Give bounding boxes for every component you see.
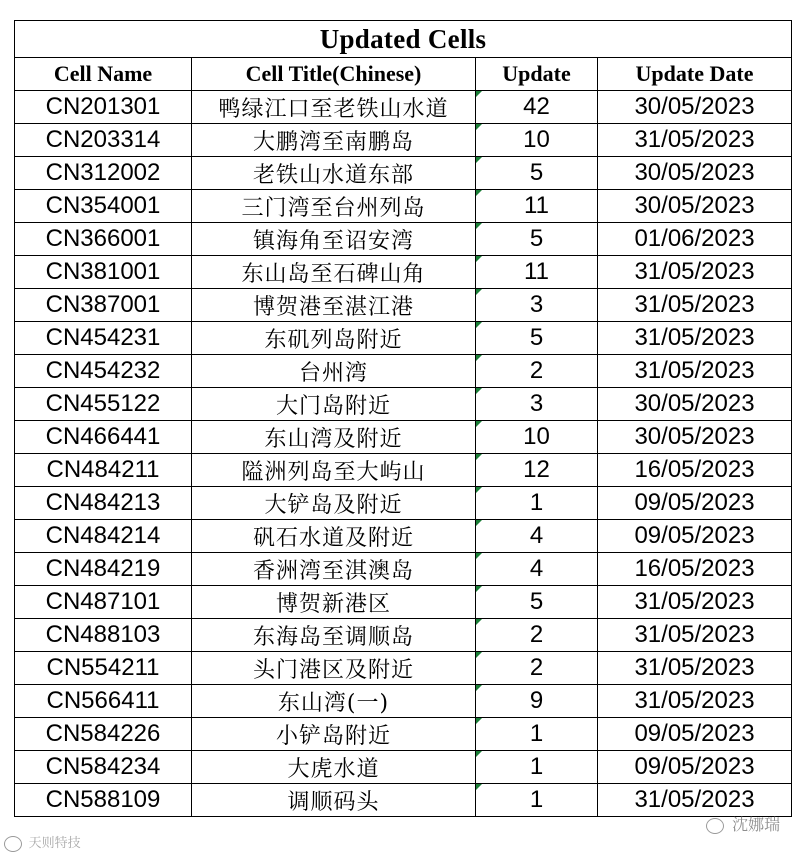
cell-update-count-text: 1 bbox=[529, 720, 544, 747]
cell-title[interactable] bbox=[192, 256, 476, 289]
cell-update-date-text: 30/05/2023 bbox=[634, 423, 755, 450]
cell-update-date-text: 30/05/2023 bbox=[634, 390, 755, 417]
cell-update-date[interactable] bbox=[598, 157, 792, 190]
cell-update-count-text: 3 bbox=[529, 390, 544, 417]
cell-title-text: 小铲岛附近 bbox=[275, 723, 391, 749]
cell-update-date-text: 01/06/2023 bbox=[634, 225, 755, 252]
cell-update-date[interactable] bbox=[598, 718, 792, 751]
cell-title-text: 东矶列岛附近 bbox=[264, 327, 403, 353]
table-row bbox=[15, 718, 792, 751]
cell-update-date-text: 30/05/2023 bbox=[634, 159, 755, 186]
cell-name[interactable] bbox=[15, 124, 192, 157]
cell-update-date[interactable] bbox=[598, 91, 792, 124]
cell-title[interactable] bbox=[192, 619, 476, 652]
cell-name[interactable] bbox=[15, 487, 192, 520]
number-as-text-indicator-icon bbox=[476, 487, 482, 493]
cell-update-date-text: 16/05/2023 bbox=[634, 555, 755, 582]
cell-update-count-text: 2 bbox=[529, 357, 544, 384]
cell-update-count[interactable] bbox=[476, 652, 598, 685]
cell-title-text: 矾石水道及附近 bbox=[252, 525, 414, 551]
header-update: Update bbox=[476, 58, 598, 91]
cell-update-count-text: 2 bbox=[529, 621, 544, 648]
cell-update-date-text: 31/05/2023 bbox=[634, 291, 755, 318]
cell-update-date-text: 09/05/2023 bbox=[634, 720, 755, 747]
cell-name-text: CN484213 bbox=[45, 489, 161, 516]
cell-title[interactable] bbox=[192, 223, 476, 256]
cell-update-date-text: 31/05/2023 bbox=[634, 588, 755, 615]
cell-update-count[interactable] bbox=[476, 124, 598, 157]
cell-name[interactable] bbox=[15, 718, 192, 751]
cell-update-count[interactable] bbox=[476, 487, 598, 520]
number-as-text-indicator-icon bbox=[476, 91, 482, 97]
cell-title-text: 东山湾(一) bbox=[277, 690, 390, 716]
table-row bbox=[15, 91, 792, 124]
cell-title-text: 大门岛附近 bbox=[275, 393, 391, 419]
cell-update-date[interactable] bbox=[598, 520, 792, 553]
number-as-text-indicator-icon bbox=[476, 289, 482, 295]
number-as-text-indicator-icon bbox=[476, 223, 482, 229]
cell-update-date[interactable] bbox=[598, 190, 792, 223]
cell-title[interactable] bbox=[192, 586, 476, 619]
cell-title-text: 隘洲列岛至大屿山 bbox=[241, 459, 426, 485]
cell-name-text: CN387001 bbox=[45, 291, 161, 318]
cell-update-count-text: 4 bbox=[529, 555, 544, 582]
cell-title-text: 东海岛至调顺岛 bbox=[252, 624, 414, 650]
cell-update-date-text: 31/05/2023 bbox=[634, 357, 755, 384]
title-row bbox=[15, 21, 792, 58]
cell-title[interactable] bbox=[192, 718, 476, 751]
cell-name-text: CN554211 bbox=[46, 654, 160, 681]
cell-update-date-text: 31/05/2023 bbox=[634, 126, 755, 153]
cell-title[interactable] bbox=[192, 91, 476, 124]
number-as-text-indicator-icon bbox=[476, 652, 482, 658]
cell-update-date[interactable] bbox=[598, 751, 792, 784]
cell-title[interactable] bbox=[192, 487, 476, 520]
cell-update-count[interactable] bbox=[476, 553, 598, 586]
cell-update-count-text: 5 bbox=[529, 159, 544, 186]
cell-update-count[interactable] bbox=[476, 784, 598, 817]
cell-update-count[interactable] bbox=[476, 586, 598, 619]
table-row bbox=[15, 751, 792, 784]
cell-name[interactable] bbox=[15, 652, 192, 685]
cell-title[interactable] bbox=[192, 421, 476, 454]
cell-title-text: 镇海角至诏安湾 bbox=[252, 228, 414, 254]
cell-title[interactable] bbox=[192, 355, 476, 388]
cell-update-count-text: 5 bbox=[529, 588, 544, 615]
cell-update-count[interactable] bbox=[476, 157, 598, 190]
cell-update-date-text: 30/05/2023 bbox=[634, 93, 755, 120]
cell-name[interactable] bbox=[15, 619, 192, 652]
cell-title[interactable] bbox=[192, 751, 476, 784]
header-cell-name: Cell Name bbox=[15, 58, 192, 91]
cell-title-text: 大虎水道 bbox=[287, 756, 380, 782]
table-row bbox=[15, 520, 792, 553]
cell-name-text: CN488103 bbox=[45, 621, 161, 648]
cell-title[interactable] bbox=[192, 190, 476, 223]
cell-update-count[interactable] bbox=[476, 718, 598, 751]
number-as-text-indicator-icon bbox=[476, 685, 482, 691]
cell-update-count[interactable] bbox=[476, 91, 598, 124]
cell-update-date[interactable] bbox=[598, 388, 792, 421]
cell-update-date[interactable] bbox=[598, 685, 792, 718]
cell-update-date[interactable] bbox=[598, 487, 792, 520]
cell-update-date-text: 30/05/2023 bbox=[634, 192, 755, 219]
cell-title[interactable] bbox=[192, 454, 476, 487]
table-row bbox=[15, 157, 792, 190]
table-row bbox=[15, 619, 792, 652]
cell-update-date[interactable] bbox=[598, 619, 792, 652]
cell-name-text: CN487101 bbox=[45, 588, 161, 615]
cell-update-count-text: 10 bbox=[523, 126, 550, 153]
cell-name[interactable] bbox=[15, 553, 192, 586]
cell-title-text: 老铁山水道东部 bbox=[252, 162, 414, 188]
cell-title-text: 鸭绿江口至老铁山水道 bbox=[218, 96, 449, 122]
table-row bbox=[15, 586, 792, 619]
cell-name[interactable] bbox=[15, 289, 192, 322]
cell-name-text: CN588109 bbox=[45, 786, 161, 813]
number-as-text-indicator-icon bbox=[476, 355, 482, 361]
cell-update-count[interactable] bbox=[476, 256, 598, 289]
cell-update-date-text: 09/05/2023 bbox=[634, 753, 755, 780]
table-row bbox=[15, 190, 792, 223]
cell-name[interactable] bbox=[15, 322, 192, 355]
cell-update-count-text: 4 bbox=[529, 522, 544, 549]
table-row bbox=[15, 487, 792, 520]
header-row bbox=[15, 58, 792, 91]
cell-name-text: CN312002 bbox=[45, 159, 161, 186]
cell-update-count-text: 1 bbox=[529, 753, 544, 780]
number-as-text-indicator-icon bbox=[476, 586, 482, 592]
cell-update-date-text: 09/05/2023 bbox=[634, 522, 755, 549]
cell-update-count[interactable] bbox=[476, 322, 598, 355]
number-as-text-indicator-icon bbox=[476, 718, 482, 724]
number-as-text-indicator-icon bbox=[476, 520, 482, 526]
cell-update-count-text: 2 bbox=[529, 654, 544, 681]
cell-title[interactable] bbox=[192, 652, 476, 685]
table-row bbox=[15, 256, 792, 289]
cell-update-date[interactable] bbox=[598, 652, 792, 685]
table-row bbox=[15, 784, 792, 817]
cell-update-date-text: 16/05/2023 bbox=[634, 456, 755, 483]
cell-update-count-text: 1 bbox=[529, 786, 544, 813]
cell-update-date[interactable] bbox=[598, 553, 792, 586]
cell-update-date-text: 31/05/2023 bbox=[634, 654, 755, 681]
cell-name-text: CN484211 bbox=[46, 456, 160, 483]
cell-update-date-text: 31/05/2023 bbox=[634, 687, 755, 714]
cell-title-text: 博贺新港区 bbox=[275, 591, 391, 617]
cell-title[interactable] bbox=[192, 157, 476, 190]
cell-update-count-text: 9 bbox=[529, 687, 544, 714]
cell-update-date-text: 31/05/2023 bbox=[634, 258, 755, 285]
cell-title-text: 三门湾至台州列岛 bbox=[241, 195, 426, 221]
cell-name-text: CN454232 bbox=[45, 357, 161, 384]
cell-name-text: CN454231 bbox=[45, 324, 161, 351]
cell-update-count[interactable] bbox=[476, 685, 598, 718]
cell-update-count-text: 11 bbox=[524, 192, 549, 219]
cell-update-count-text: 10 bbox=[523, 423, 550, 450]
number-as-text-indicator-icon bbox=[476, 454, 482, 460]
cell-title[interactable] bbox=[192, 388, 476, 421]
cell-name-text: CN584226 bbox=[45, 720, 161, 747]
cell-update-date[interactable] bbox=[598, 421, 792, 454]
number-as-text-indicator-icon bbox=[476, 256, 482, 262]
cell-name[interactable] bbox=[15, 190, 192, 223]
cell-name-text: CN201301 bbox=[45, 93, 161, 120]
cell-update-count[interactable] bbox=[476, 520, 598, 553]
number-as-text-indicator-icon bbox=[476, 190, 482, 196]
cell-update-count[interactable] bbox=[476, 751, 598, 784]
cell-name[interactable] bbox=[15, 784, 192, 817]
cell-name[interactable] bbox=[15, 586, 192, 619]
cell-title[interactable] bbox=[192, 289, 476, 322]
number-as-text-indicator-icon bbox=[476, 784, 482, 790]
cell-update-date[interactable] bbox=[598, 454, 792, 487]
cell-title-text: 香洲湾至淇澳岛 bbox=[252, 558, 414, 584]
table-row bbox=[15, 355, 792, 388]
table-row bbox=[15, 388, 792, 421]
cell-title[interactable] bbox=[192, 553, 476, 586]
cell-name[interactable] bbox=[15, 520, 192, 553]
cell-name[interactable] bbox=[15, 223, 192, 256]
cell-update-count-text: 11 bbox=[524, 258, 549, 285]
cell-update-count-text: 5 bbox=[529, 225, 544, 252]
cell-update-count-text: 42 bbox=[523, 93, 550, 120]
cell-name[interactable] bbox=[15, 685, 192, 718]
cell-name-text: CN484219 bbox=[45, 555, 161, 582]
number-as-text-indicator-icon bbox=[476, 322, 482, 328]
cell-update-count[interactable] bbox=[476, 421, 598, 454]
cell-title-text: 头门港区及附近 bbox=[252, 657, 414, 683]
table-body bbox=[15, 91, 792, 817]
cell-update-count[interactable] bbox=[476, 190, 598, 223]
cell-name-text: CN455122 bbox=[45, 390, 161, 417]
number-as-text-indicator-icon bbox=[476, 124, 482, 130]
cell-update-count-text: 12 bbox=[523, 456, 550, 483]
cell-update-count[interactable] bbox=[476, 388, 598, 421]
number-as-text-indicator-icon bbox=[476, 751, 482, 757]
table-row bbox=[15, 652, 792, 685]
cell-update-count[interactable] bbox=[476, 289, 598, 322]
cell-name-text: CN484214 bbox=[45, 522, 161, 549]
cell-title[interactable] bbox=[192, 124, 476, 157]
cell-update-count[interactable] bbox=[476, 355, 598, 388]
table-row bbox=[15, 322, 792, 355]
table-row bbox=[15, 124, 792, 157]
cell-name[interactable] bbox=[15, 157, 192, 190]
watermark-left bbox=[4, 832, 81, 852]
cell-name-text: CN203314 bbox=[45, 126, 161, 153]
table-row bbox=[15, 553, 792, 586]
cell-title-text: 东山岛至石碑山角 bbox=[241, 261, 426, 287]
cell-name[interactable] bbox=[15, 355, 192, 388]
number-as-text-indicator-icon bbox=[476, 553, 482, 559]
cell-title-text: 大鹏湾至南鹏岛 bbox=[252, 129, 414, 155]
weibo-logo-icon bbox=[4, 836, 22, 852]
cell-title-text: 调顺码头 bbox=[287, 789, 380, 815]
cell-name-text: CN354001 bbox=[45, 192, 161, 219]
watermark-right bbox=[706, 812, 780, 835]
table-row bbox=[15, 685, 792, 718]
cell-update-count[interactable] bbox=[476, 619, 598, 652]
header-cell-title: Cell Title(Chinese) bbox=[192, 58, 476, 91]
header-update-date: Update Date bbox=[598, 58, 792, 91]
cell-title[interactable] bbox=[192, 685, 476, 718]
cell-update-date[interactable] bbox=[598, 289, 792, 322]
cell-title-text: 东山湾及附近 bbox=[264, 426, 403, 452]
cell-update-count-text: 1 bbox=[529, 489, 544, 516]
cell-update-date[interactable] bbox=[598, 322, 792, 355]
watermark-left-text: 天则特技 bbox=[28, 835, 81, 850]
cell-update-count-text: 3 bbox=[529, 291, 544, 318]
cell-name-text: CN366001 bbox=[45, 225, 161, 252]
cell-title[interactable] bbox=[192, 520, 476, 553]
number-as-text-indicator-icon bbox=[476, 619, 482, 625]
cell-update-date[interactable] bbox=[598, 586, 792, 619]
cell-update-date[interactable] bbox=[598, 124, 792, 157]
cell-update-count[interactable] bbox=[476, 223, 598, 256]
cell-update-date[interactable] bbox=[598, 223, 792, 256]
cell-update-date[interactable] bbox=[598, 256, 792, 289]
cell-name[interactable] bbox=[15, 256, 192, 289]
table-row bbox=[15, 454, 792, 487]
cell-name[interactable] bbox=[15, 751, 192, 784]
updated-cells-table bbox=[14, 20, 792, 817]
cell-title[interactable] bbox=[192, 322, 476, 355]
table-row bbox=[15, 223, 792, 256]
cell-update-count[interactable] bbox=[476, 454, 598, 487]
watermark-right-text: 沈娜瑞 bbox=[732, 815, 781, 834]
table-title: Updated Cells bbox=[15, 21, 792, 58]
cell-update-date-text: 09/05/2023 bbox=[634, 489, 755, 516]
cell-update-count-text: 5 bbox=[529, 324, 544, 351]
table-row bbox=[15, 421, 792, 454]
number-as-text-indicator-icon bbox=[476, 157, 482, 163]
cell-name[interactable] bbox=[15, 421, 192, 454]
table-row bbox=[15, 289, 792, 322]
cell-name[interactable] bbox=[15, 388, 192, 421]
cell-name-text: CN584234 bbox=[45, 753, 161, 780]
cell-update-date-text: 31/05/2023 bbox=[634, 786, 755, 813]
cell-update-date-text: 31/05/2023 bbox=[634, 621, 755, 648]
number-as-text-indicator-icon bbox=[476, 421, 482, 427]
cell-name[interactable] bbox=[15, 454, 192, 487]
cell-title[interactable] bbox=[192, 784, 476, 817]
cell-name-text: CN466441 bbox=[45, 423, 161, 450]
cell-name[interactable] bbox=[15, 91, 192, 124]
cell-name-text: CN381001 bbox=[45, 258, 161, 285]
cell-update-date[interactable] bbox=[598, 355, 792, 388]
cell-title-text: 台州湾 bbox=[298, 360, 368, 386]
cell-update-date-text: 31/05/2023 bbox=[634, 324, 755, 351]
number-as-text-indicator-icon bbox=[476, 388, 482, 394]
cell-title-text: 博贺港至湛江港 bbox=[252, 294, 414, 320]
cell-name-text: CN566411 bbox=[46, 687, 160, 714]
wechat-logo-icon bbox=[706, 818, 724, 834]
cell-title-text: 大铲岛及附近 bbox=[264, 492, 403, 518]
